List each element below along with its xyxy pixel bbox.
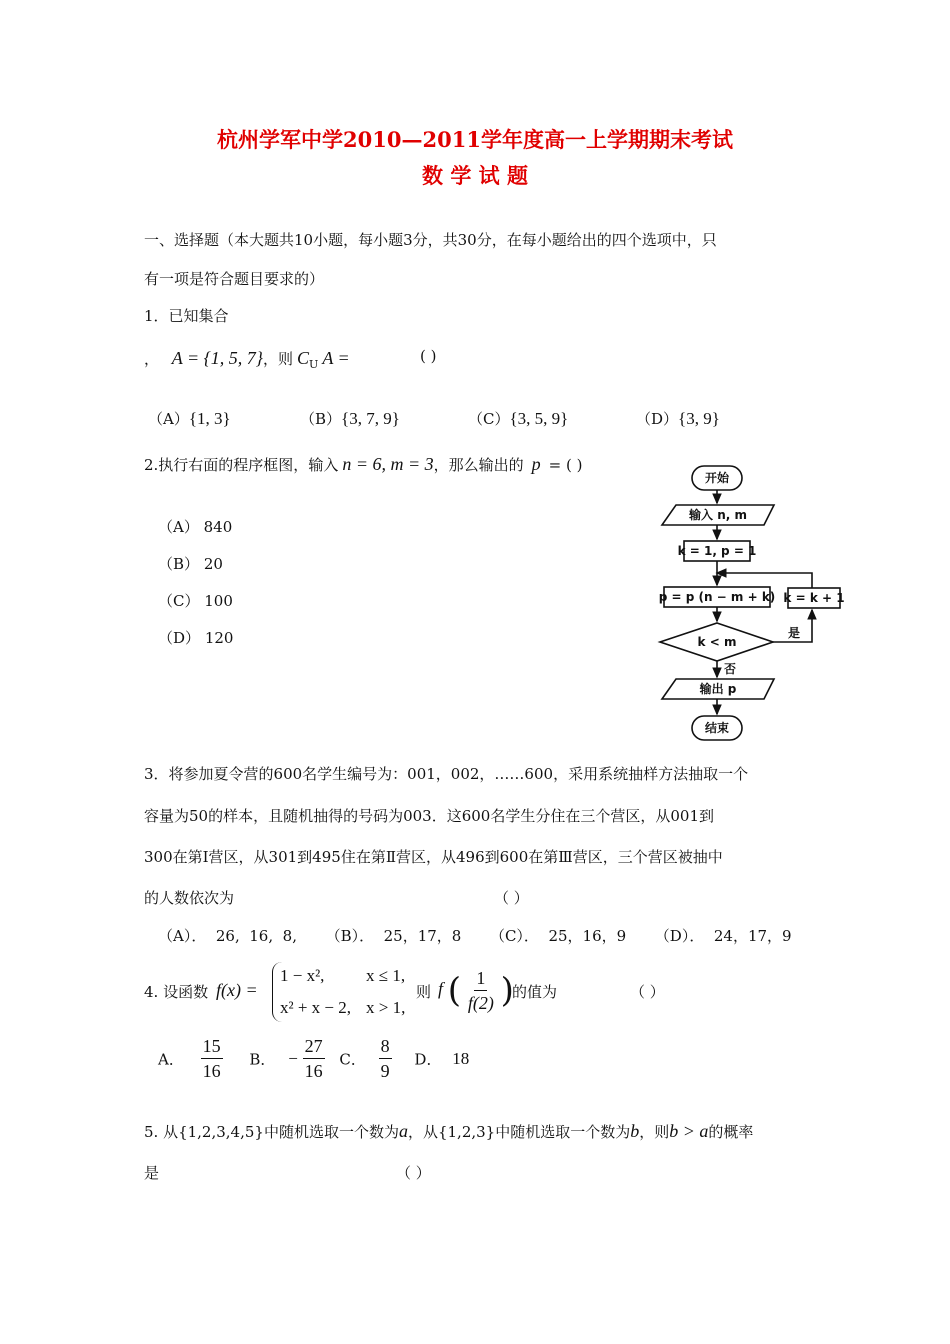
q4-inner-fraction: $\frac{1}{f(2)}$ [467, 968, 494, 1013]
q5-line1: 5. 从{1,2,3,4,5}中随机选取一个数为a，从{1,2,3}中随机选取一个数为b，则b > a的概率 [144, 1121, 754, 1141]
q5-var-a: a [398, 1121, 408, 1141]
q4-case1-cond: x ≤ 1, [366, 966, 406, 985]
q4-option-a: A． $\frac{15}{16}$ [158, 1036, 221, 1081]
flow-no-label: 否 [724, 662, 737, 676]
q2-mid: ，那么输出的 [433, 456, 524, 474]
q5-condition: b > a [669, 1121, 709, 1141]
q2-option-b: （B） 20 [158, 555, 223, 573]
flow-output-label: 输出 p [699, 682, 737, 696]
q4-option-c: C． $\frac{8}{9}$ [339, 1036, 390, 1081]
q2-option-c: （C） 100 [158, 592, 233, 610]
flow-yes-label: 是 [788, 626, 801, 640]
q1-complement-tail: A = [322, 348, 350, 368]
q2-option-d: （D） 120 [158, 629, 234, 647]
q2-stem: 2.执行右面的程序框图，输入 [144, 456, 339, 474]
q1-option-b: （B）{3, 7, 9} [300, 409, 400, 428]
q4-stem: 4. 设函数 [144, 983, 209, 1001]
q4-left-paren: ( [447, 970, 462, 1011]
q2-flowchart [640, 455, 880, 745]
q2-var: p [531, 454, 541, 474]
q4-case1-expr: 1 − x², [280, 966, 325, 985]
q4-option-b: B． − $\frac{27}{16}$ [249, 1036, 323, 1081]
flow-init-label: k = 1, p = 1 [677, 544, 757, 558]
q2-option-a: （A） 840 [158, 518, 233, 536]
q3-line2: 容量为50的样本，且随机抽得的号码为003．这600名学生分住在三个营区，从001到 [144, 807, 714, 825]
flow-input-label: 输入 n, m [689, 508, 747, 522]
q4-right-paren: ) [500, 970, 514, 1011]
exam-title: 杭州学军中学2010—2011学年度高一上学期期末考试 [217, 127, 733, 152]
flow-increment-label: k = k + 1 [783, 591, 845, 605]
q5-var-b: b [630, 1121, 640, 1141]
q1-set-a: A = {1, 5, 7} [171, 348, 264, 368]
q5-answer-blank: （ ） [396, 1164, 431, 1182]
section-intro-line2: 有一项是符合题目要求的） [144, 270, 325, 288]
section-intro-line1: 一、选择题（本大题共10小题，每小题3分，共30分，在每小题给出的四个选项中，只 [144, 231, 717, 249]
q1-prefix: ， [144, 350, 160, 368]
q3-options: （A）． 26, 16, 8, （B）． 25，17，8 （C）． 25，16，9 （D）． 24，17，9 [158, 927, 792, 945]
q4-case2-cond: x > 1, [366, 998, 406, 1017]
q4-then: 则 [416, 983, 432, 1001]
flow-end-label: 结束 [704, 721, 730, 735]
q1-complement-sub: U [309, 358, 319, 371]
flow-process-label: p = p (n − m + k) [658, 590, 776, 604]
q1-answer-blank: ( ) [420, 347, 437, 365]
flow-condition-label: k < m [697, 635, 737, 649]
q1-mid: ，则 [263, 350, 294, 368]
q1-option-a: （A）{1, 3} [148, 409, 231, 428]
q1-option-d: （D）{3, 9} [636, 409, 720, 428]
q1-set-line [144, 348, 350, 371]
q3-answer-blank: （ ） [494, 889, 529, 907]
exam-subtitle: 数 学 试 题 [422, 163, 528, 188]
q2-tail: = ( ) [548, 456, 583, 474]
q4-options [158, 1034, 469, 1083]
q4-fx: f(x) = [216, 980, 258, 1000]
q3-line3: 300在第Ⅰ营区，从301到495住在第Ⅱ营区，从496到600在第Ⅲ营区，三个营区被抽中 [144, 848, 723, 866]
q2-stem-line [144, 454, 582, 475]
q4-tail: 的值为 [512, 983, 558, 1001]
q5-line2: 是 [144, 1164, 160, 1182]
q1-stem: 1．已知集合 [144, 307, 229, 325]
q1-complement: C [297, 348, 310, 368]
q3-line4: 的人数依次为 [144, 889, 235, 907]
q4-answer-blank: （ ） [630, 983, 665, 1001]
q2-inputs: n = 6, m = 3 [342, 454, 434, 474]
q4-composite [438, 966, 514, 1015]
q3-line1: 3．将参加夏令营的600名学生编号为：001，002，……600，采用系统抽样方法抽取一个 [144, 765, 749, 783]
q4-f: f [438, 978, 444, 999]
q4-case2-expr: x² + x − 2, [280, 998, 352, 1017]
q1-option-c: （C）{3, 5, 9} [468, 409, 569, 428]
flow-start-label: 开始 [704, 471, 730, 485]
q4-option-d: D． 18 [414, 1048, 470, 1068]
